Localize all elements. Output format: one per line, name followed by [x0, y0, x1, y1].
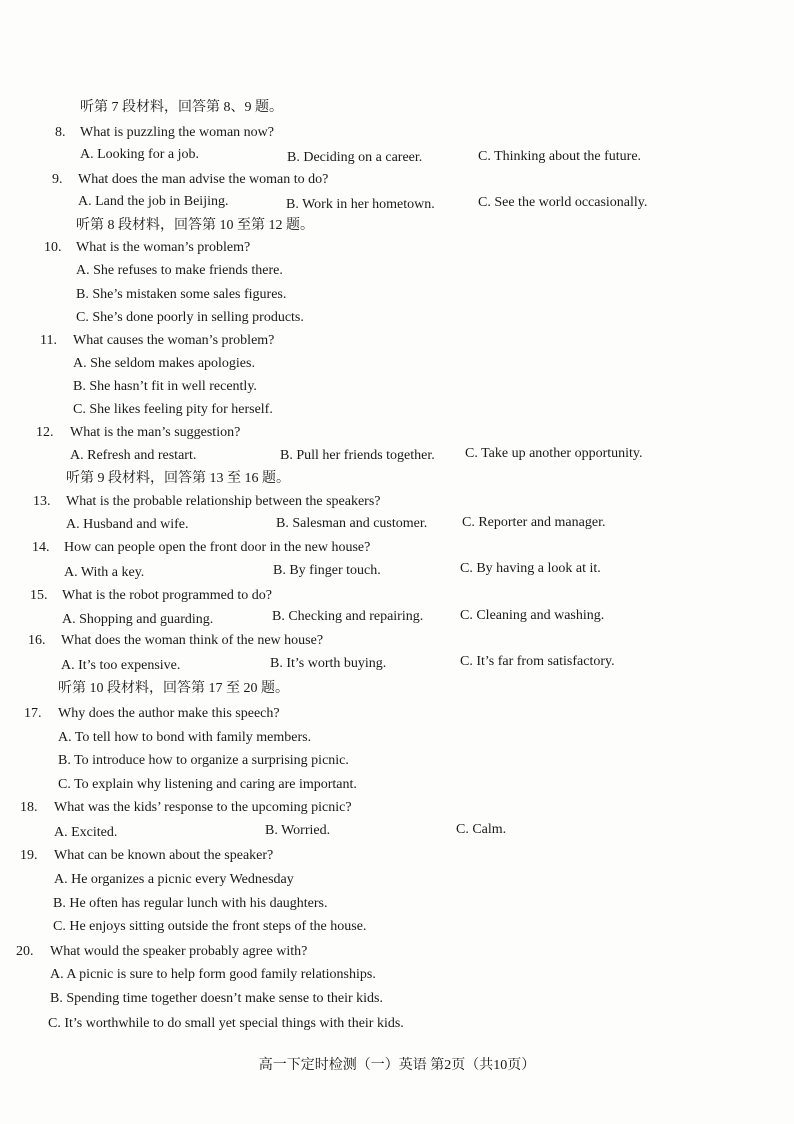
section-heading: 听第 8 段材料，回答第 10 至第 12 题。 [76, 218, 314, 233]
question-number: 8. [55, 125, 66, 140]
page-footer: 高一下定时检测（一）英语 第2页（共10页） [258, 1058, 536, 1073]
option-c: C. Thinking about the future. [478, 149, 642, 164]
option-b: B. Work in her hometown. [286, 197, 435, 212]
option-a: A. Excited. [54, 825, 118, 840]
option-c: C. See the world occasionally. [478, 195, 648, 210]
section-heading: 听第 9 段材料，回答第 13 至 16 题。 [66, 471, 290, 486]
option-c: C. She likes feeling pity for herself. [73, 402, 273, 417]
option-c: C. She’s done poorly in selling products. [76, 310, 304, 325]
question-number: 10. [44, 240, 62, 255]
question-number: 15. [30, 588, 48, 603]
option-b: B. She hasn’t fit in well recently. [73, 379, 257, 394]
option-a: A. She seldom makes apologies. [73, 356, 255, 371]
option-c: C. Cleaning and washing. [460, 608, 605, 623]
option-b: B. Salesman and customer. [276, 516, 428, 531]
option-b: B. Checking and repairing. [272, 609, 424, 624]
option-b: B. He often has regular lunch with his daughters. [53, 896, 328, 911]
option-c: C. He enjoys sitting outside the front steps of the house. [53, 919, 367, 934]
question-stem: What is the woman’s problem? [76, 240, 251, 255]
question-number: 16. [28, 633, 46, 648]
question-stem: What is the probable relationship between the speakers? [66, 494, 381, 509]
option-b: B. She’s mistaken some sales figures. [76, 287, 287, 302]
option-a: A. Husband and wife. [66, 517, 189, 532]
option-a: A. Looking for a job. [80, 147, 199, 162]
question-stem: What was the kids’ response to the upcoming picnic? [54, 800, 352, 815]
question-number: 17. [24, 706, 42, 721]
option-a: A. A picnic is sure to help form good family relationships. [50, 967, 376, 982]
option-c: C. Calm. [456, 822, 507, 837]
option-b: B. To introduce how to organize a surprising picnic. [58, 753, 349, 768]
option-b: B. Worried. [265, 823, 331, 838]
question-number: 14. [32, 540, 50, 555]
question-number: 13. [33, 494, 51, 509]
option-a: A. It’s too expensive. [61, 658, 181, 673]
option-c: C. Take up another opportunity. [465, 446, 643, 461]
option-b: B. Pull her friends together. [280, 448, 435, 463]
section-heading: 听第 10 段材料，回答第 17 至 20 题。 [58, 681, 289, 696]
question-number: 9. [52, 172, 63, 187]
question-stem: What does the woman think of the new house? [61, 633, 324, 648]
option-a: A. Refresh and restart. [70, 448, 197, 463]
option-b: B. Spending time together doesn’t make sense to their kids. [50, 991, 383, 1006]
option-c: C. It’s worthwhile to do small yet special things with their kids. [48, 1016, 404, 1031]
question-stem: What would the speaker probably agree with? [50, 944, 308, 959]
option-a: A. He organizes a picnic every Wednesday [54, 872, 294, 887]
question-stem: What can be known about the speaker? [54, 848, 274, 863]
option-c: C. By having a look at it. [460, 561, 601, 576]
option-b: B. By finger touch. [273, 563, 381, 578]
option-a: A. She refuses to make friends there. [76, 263, 283, 278]
option-b: B. It’s worth buying. [270, 656, 387, 671]
question-number: 12. [36, 425, 54, 440]
question-stem: What causes the woman’s problem? [73, 333, 275, 348]
question-number: 11. [40, 333, 57, 348]
question-stem: What is the robot programmed to do? [62, 588, 272, 603]
option-a: A. With a key. [64, 565, 145, 580]
question-stem: Why does the author make this speech? [58, 706, 280, 721]
question-stem: How can people open the front door in the new house? [64, 540, 371, 555]
option-c: C. It’s far from satisfactory. [460, 654, 615, 669]
option-a: A. Land the job in Beijing. [78, 194, 229, 209]
option-a: A. Shopping and guarding. [62, 612, 214, 627]
option-c: C. Reporter and manager. [462, 515, 606, 530]
question-stem: What does the man advise the woman to do? [78, 172, 329, 187]
option-b: B. Deciding on a career. [287, 150, 423, 165]
option-c: C. To explain why listening and caring are important. [58, 777, 357, 792]
question-number: 19. [20, 848, 38, 863]
question-stem: What is puzzling the woman now? [80, 125, 275, 140]
question-number: 18. [20, 800, 38, 815]
option-a: A. To tell how to bond with family members. [58, 730, 312, 745]
section-heading: 听第 7 段材料，回答第 8、9 题。 [80, 100, 283, 115]
question-number: 20. [16, 944, 34, 959]
question-stem: What is the man’s suggestion? [70, 425, 241, 440]
